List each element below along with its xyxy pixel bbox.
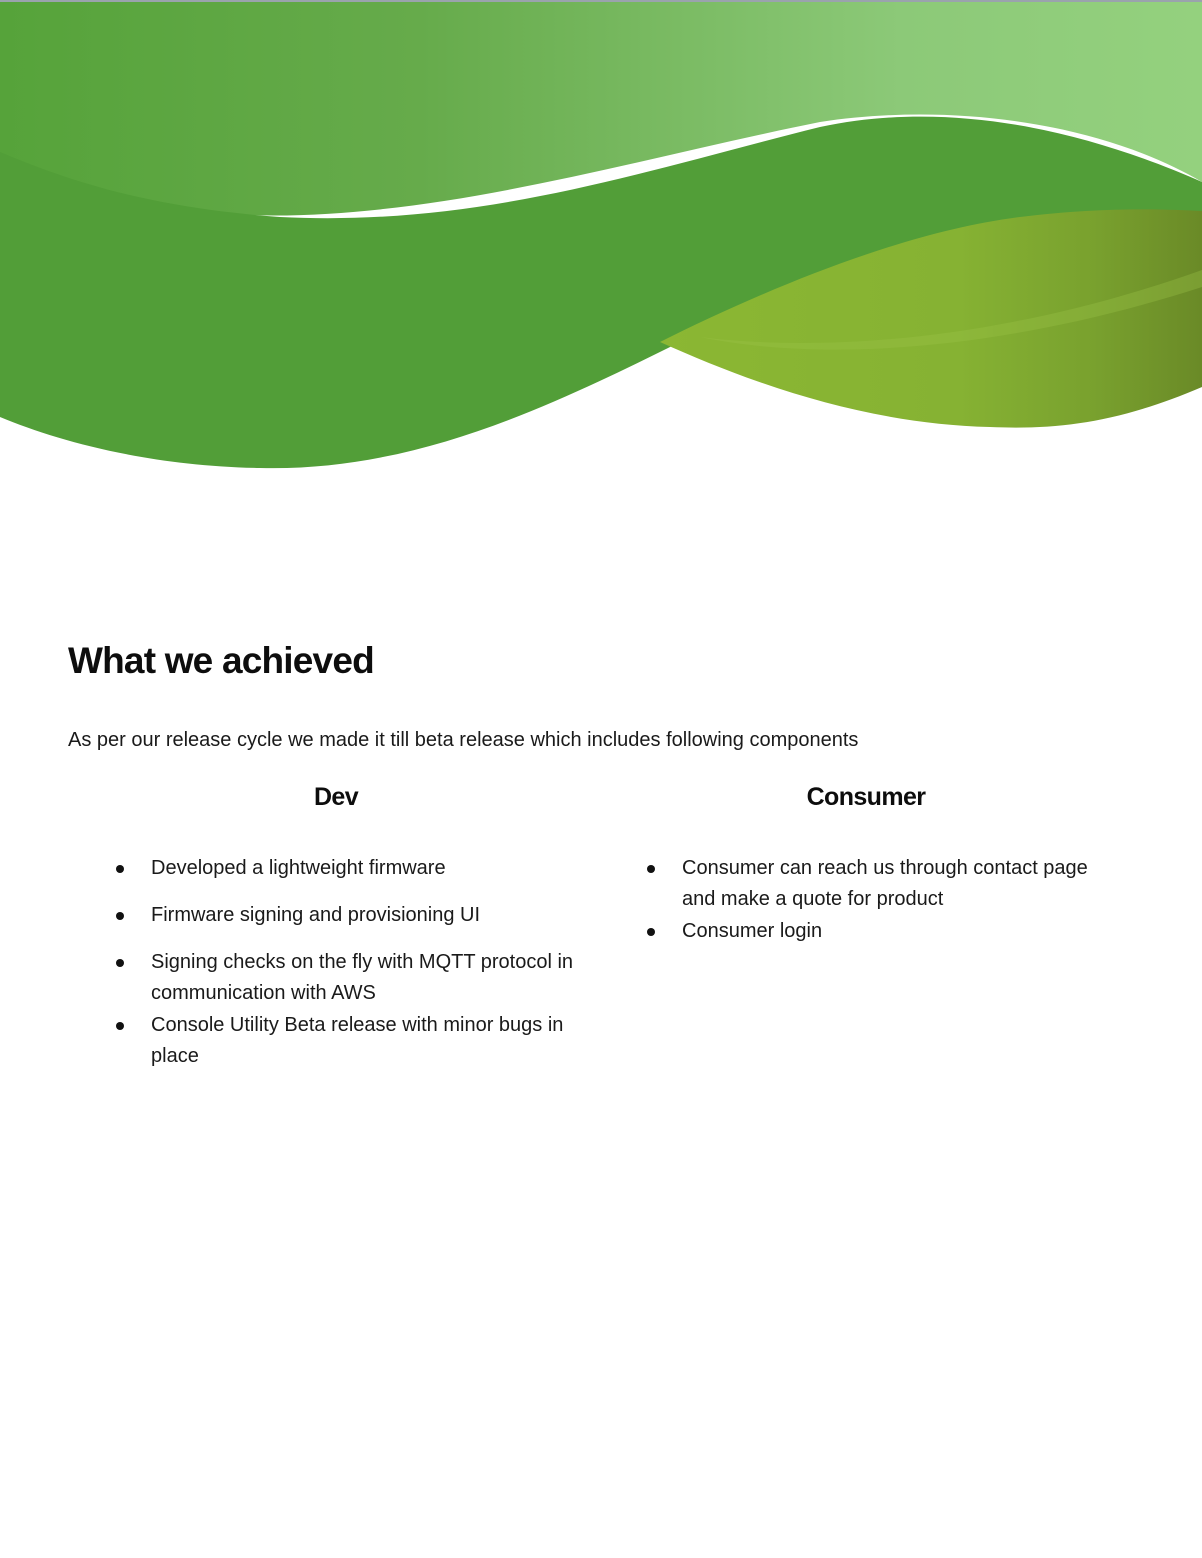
bullet-icon: [116, 1022, 124, 1030]
bullet-icon: [647, 865, 655, 873]
bullet-icon: [116, 865, 124, 873]
bullet-icon: [116, 912, 124, 920]
list-item: [110, 853, 600, 884]
list-item: [110, 900, 600, 931]
section-heading: What we achieved: [68, 640, 374, 681]
list-item-text: Signing checks on the fly with MQTT protocol in communication with AWS: [151, 951, 574, 1004]
list-item: [110, 947, 600, 1009]
list-item-text: Console Utility Beta release with minor bugs in place: [151, 1014, 564, 1067]
list-item-text: Firmware signing and provisioning UI: [151, 904, 481, 926]
dev-bullet-list: [110, 853, 600, 1073]
list-item-text: Developed a lightweight firmware: [151, 857, 446, 879]
bullet-icon: [647, 928, 655, 936]
bullet-icon: [116, 959, 124, 967]
consumer-column-title: Consumer: [806, 783, 926, 811]
list-item: [110, 1010, 600, 1072]
list-item: [641, 853, 1101, 915]
list-item: [641, 916, 1101, 947]
list-item-text: Consumer login: [682, 920, 823, 942]
intro-paragraph: As per our release cycle we made it till beta release which includes following components: [68, 729, 859, 751]
consumer-bullet-list: [641, 853, 1101, 948]
list-item-text: Consumer can reach us through contact page and make a quote for product: [682, 857, 1088, 910]
green-wave-banner: [0, 2, 1202, 482]
dev-column-title: Dev: [313, 783, 359, 811]
